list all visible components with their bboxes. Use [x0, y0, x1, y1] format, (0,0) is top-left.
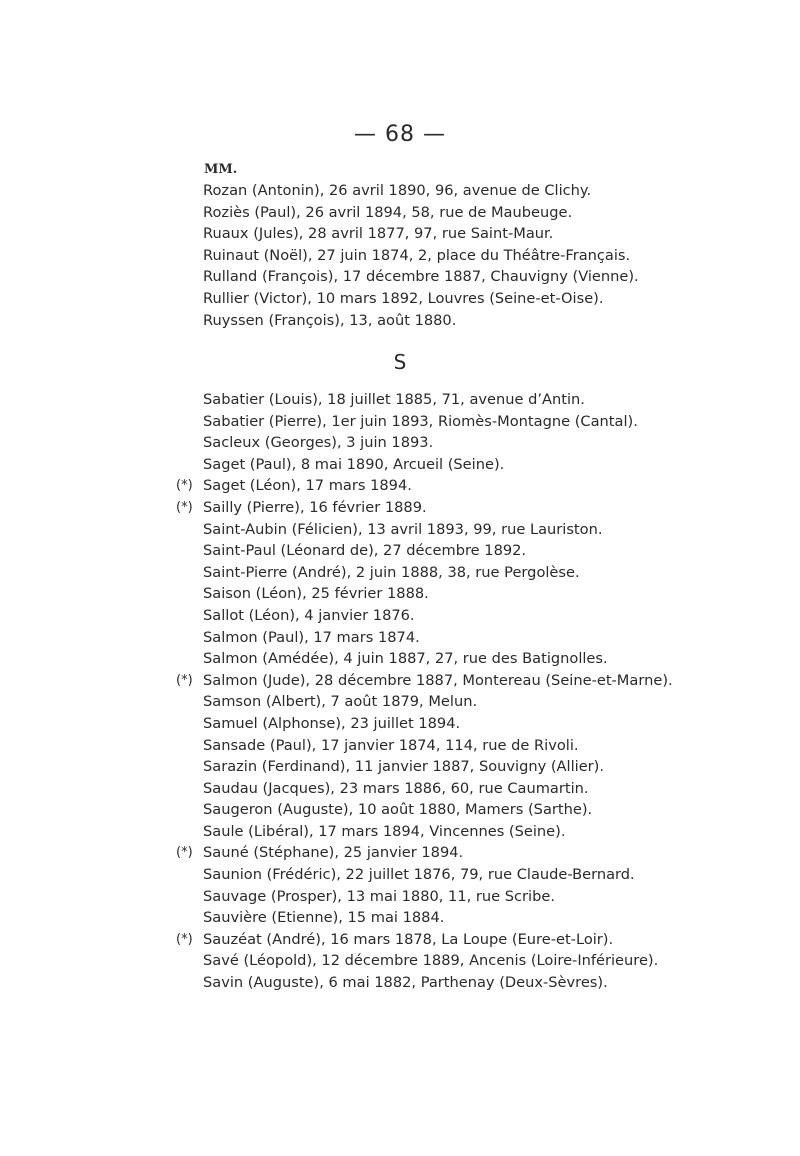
entry-text: Sailly (Pierre), 16 février 1889. [203, 498, 427, 516]
section-letter: S [393, 350, 407, 374]
entry-text: Sauvière (Etienne), 15 mai 1884. [203, 909, 445, 927]
entry-text: Salmon (Amédée), 4 juin 1887, 27, rue des Batignolles. [203, 650, 608, 668]
page-number: — 68 — [354, 122, 446, 147]
entry-text: Sabatier (Pierre), 1er juin 1893, Riomès-Montagne (Cantal). [203, 412, 638, 430]
entry-text: Samson (Albert), 7 août 1879, Melun. [203, 693, 478, 711]
list-item [0, 972, 800, 994]
entry-text: Saison (Léon), 25 février 1888. [203, 585, 429, 603]
messieurs-abbreviation: MM. [204, 162, 238, 177]
entry-text: Saunion (Frédéric), 22 juillet 1876, 79, rue Claude-Bernard. [203, 866, 635, 884]
asterisk-mark: (*) [176, 931, 193, 947]
entries-r-list [0, 180, 800, 331]
entry-text: Roziès (Paul), 26 avril 1894, 58, rue de Maubeuge. [203, 203, 573, 221]
entry-text: Rullier (Victor), 10 mars 1892, Louvres (Seine-et-Oise). [203, 289, 604, 307]
entry-text: Sauzéat (André), 16 mars 1878, La Loupe (Eure-et-Loir). [203, 930, 614, 948]
list-item [0, 389, 800, 411]
list-item [0, 497, 800, 519]
entry-text: Sacleux (Georges), 3 juin 1893. [203, 434, 434, 452]
entry-text: Sauvage (Prosper), 13 mai 1880, 11, rue Scribe. [203, 887, 555, 905]
list-item [0, 583, 800, 605]
list-item [0, 842, 800, 864]
entry-text: Sansade (Paul), 17 janvier 1874, 114, rue de Rivoli. [203, 736, 579, 754]
asterisk-mark: (*) [176, 845, 193, 861]
entry-text: Sabatier (Louis), 18 juillet 1885, 71, avenue d’Antin. [203, 391, 585, 408]
list-item [0, 907, 800, 929]
list-item [0, 713, 800, 735]
entry-text: Salmon (Paul), 17 mars 1874. [203, 628, 420, 646]
list-item [0, 475, 800, 497]
entries-s-list [0, 389, 800, 994]
list-item [0, 864, 800, 886]
list-item [0, 245, 800, 267]
entry-text: Sauné (Stéphane), 25 janvier 1894. [203, 844, 464, 862]
list-item [0, 310, 800, 332]
asterisk-mark: (*) [176, 499, 193, 515]
list-item [0, 605, 800, 627]
entry-text: Salmon (Jude), 28 décembre 1887, Montereau (Seine-et-Marne). [203, 671, 673, 689]
list-item [0, 454, 800, 476]
list-item [0, 648, 800, 670]
list-item [0, 627, 800, 649]
entry-text: Savin (Auguste), 6 mai 1882, Parthenay (Deux-Sèvres). [203, 974, 608, 992]
list-item [0, 266, 800, 288]
list-item [0, 886, 800, 908]
list-item [0, 950, 800, 972]
list-item [0, 670, 800, 692]
list-item [0, 202, 800, 224]
list-item [0, 821, 800, 843]
entry-text: Rozan (Antonin), 26 avril 1890, 96, avenue de Clichy. [203, 182, 592, 199]
entry-text: Samuel (Alphonse), 23 juillet 1894. [203, 714, 461, 732]
list-item [0, 519, 800, 541]
entry-text: Ruaux (Jules), 28 avril 1877, 97, rue Saint-Maur. [203, 225, 554, 243]
entry-text: Savé (Léopold), 12 décembre 1889, Ancenis (Loire-Inférieure). [203, 952, 659, 970]
list-item [0, 756, 800, 778]
entry-text: Saget (Paul), 8 mai 1890, Arcueil (Seine). [203, 455, 505, 473]
entry-text: Rulland (François), 17 décembre 1887, Chauvigny (Vienne). [203, 268, 639, 286]
entry-text: Ruinaut (Noël), 27 juin 1874, 2, place du Théâtre-Français. [203, 246, 631, 264]
entry-text: Sarazin (Ferdinand), 11 janvier 1887, Souvigny (Allier). [203, 758, 605, 776]
list-item [0, 223, 800, 245]
list-item [0, 799, 800, 821]
entry-text: Saint-Aubin (Félicien), 13 avril 1893, 99, rue Lauriston. [203, 520, 603, 538]
list-item [0, 735, 800, 757]
asterisk-mark: (*) [176, 672, 193, 688]
entry-text: Saget (Léon), 17 mars 1894. [203, 477, 412, 495]
list-item [0, 562, 800, 584]
list-item [0, 432, 800, 454]
asterisk-mark: (*) [176, 478, 193, 494]
entry-text: Saudau (Jacques), 23 mars 1886, 60, rue Caumartin. [203, 779, 589, 797]
entry-text: Saule (Libéral), 17 mars 1894, Vincennes (Seine). [203, 822, 566, 840]
entry-text: Saint-Pierre (André), 2 juin 1888, 38, rue Pergolèse. [203, 563, 580, 581]
entry-text: Sallot (Léon), 4 janvier 1876. [203, 606, 415, 624]
list-item [0, 288, 800, 310]
list-item [0, 929, 800, 951]
list-item [0, 411, 800, 433]
list-item [0, 540, 800, 562]
list-item [0, 180, 800, 202]
list-item [0, 691, 800, 713]
entry-text: Saugeron (Auguste), 10 août 1880, Mamers (Sarthe). [203, 801, 593, 819]
entry-text: Ruyssen (François), 13, août 1880. [203, 311, 457, 329]
entry-text: Saint-Paul (Léonard de), 27 décembre 1892. [203, 542, 527, 560]
list-item [0, 778, 800, 800]
